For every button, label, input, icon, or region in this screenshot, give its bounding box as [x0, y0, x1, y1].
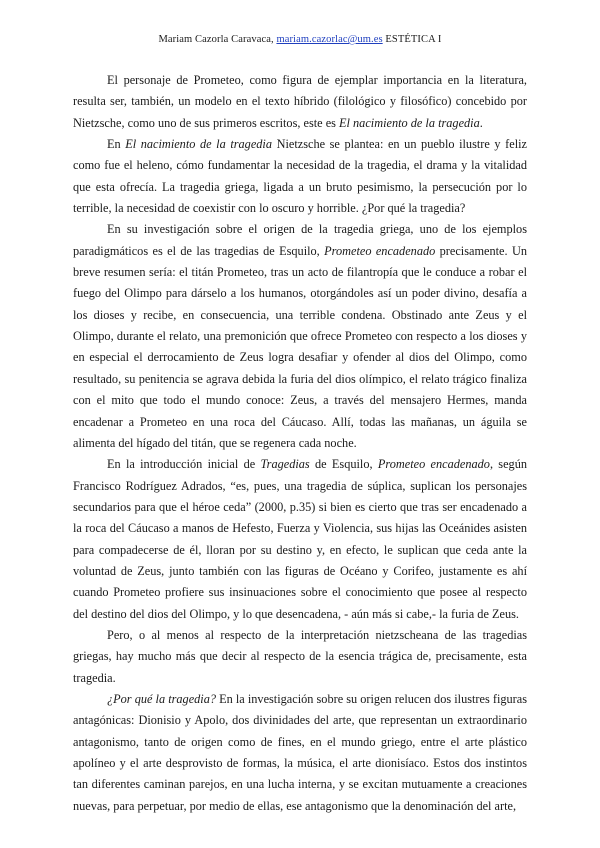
page-header — [0, 34, 600, 45]
italic-text: El nacimiento de la tragedia — [339, 115, 480, 130]
text-run: El personaje de Prometeo, como figura de ejemplar importancia en la literatura, resulta ser, también, un modelo en el texto híbrido (filológico y filosófico) concebido por Nietzsche, como uno de sus primeros escritos, este es — [73, 73, 527, 130]
text-run: Pero, o al menos al respecto de la interpretación nietzscheana de las tragedias griegas, hay mucho más que decir al respecto de la esencia trágica de, precisamente, esta tragedia. — [73, 627, 527, 685]
text-run: Nietzsche se plantea: en un pueblo ilustre y feliz como fue el heleno, cómo fundamentar la necesidad de la tragedia, el drama y la vitalidad que esta ofrecía. La tragedia griega, ligada a un bruto pesimismo, la persecución por lo terrible, la necesidad de coexistir con lo oscuro y horrible. ¿Por qué la tragedia? — [73, 137, 527, 216]
paragraph — [73, 454, 527, 625]
italic-text: Prometeo encadenado — [324, 243, 436, 258]
italic-text: El nacimiento de la tragedia — [125, 137, 272, 152]
header-author: Mariam Cazorla Caravaca, — [158, 34, 277, 45]
header-email-link[interactable]: mariam.cazorlac@um.es — [276, 34, 383, 45]
text-run: En la introducción inicial de — [107, 457, 261, 472]
paragraph — [73, 625, 527, 689]
italic-text: Tragedias — [260, 457, 310, 472]
paragraph — [73, 219, 527, 454]
paragraph — [73, 689, 527, 817]
paragraph — [73, 134, 527, 219]
italic-text: ¿Por qué la tragedia? — [107, 691, 217, 706]
text-run: En — [107, 137, 126, 152]
italic-text: Prometeo encadenado — [377, 457, 490, 472]
text-run: precisamente. Un breve resumen sería: el titán Prometeo, tras un acto de filantropía que le conduce a robar el fuego del Olimpo para dárselo a los humanos, otorgándoles así un poder divino, desafía a los dioses y recibe, en consecuencia, una terrible condena. Obstinado ante Zeus y el Olimpo, durante el relato, una premonición que ofrece Prometeo con respecto a los dioses y en especial el derrocamiento de Zeus logra desafiar y ofender al dios del Olimpo, como resultado, su penitencia se agrava debida la furia del dios olímpico, el relato trágico finaliza con el mito que todo el mundo conoce: Zeus, a través del mensajero Hermes, manda encadenar a Prometeo en una roca del Cáucaso. Allí, todas las mañanas, un águila se alimenta del hígado del titán, que se regenera cada noche. — [73, 243, 527, 450]
paragraph — [73, 70, 527, 134]
text-run: En la investigación sobre su origen relucen dos ilustres figuras antagónicas: Dionisio y Apolo, dos divinidades del arte, que representan un extraordinario antagonismo, tanto de origen como de fines, en el mundo griego, entre el arte plástico apolíneo y el arte desprovisto de formas, la música, el arte dionisíaco. Estos dos instintos tan diferentes caminan parejos, en una lucha interna, y se excitan mutuamente a creaciones nuevas, para perpetuar, por medio de ellas, ese antagonismo que la denominación del arte, — [73, 691, 527, 813]
header-course: ESTÉTICA I — [382, 34, 442, 45]
text-run: , según Francisco Rodríguez Adrados, “es, pues, una tragedia de súplica, suplican los personajes secundarios para que el héroe ceda” (2000, p.35) si bien es cierto que tras ser encadenado a la roca del Cáucaso a manos de Hefesto, Fuerza y Violencia, sus hijas las Oceánides asisten para compadecerse de él, lloran por su destino y, en efecto, le suplican que ceda ante la voluntad de Zeus, junto también con las figuras de Océano y Corifeo, justamente es ahí cuando Prometeo profiere sus insinuaciones sobre el conocimiento que posee al respecto del destino del dios del Olimpo, y lo que desencadena, - aún más si cabe,- la furia de Zeus. — [73, 457, 527, 621]
text-run: de Esquilo, — [309, 457, 378, 472]
text-run: En su investigación sobre el origen de la tragedia griega, uno de los ejemplos paradigmáticos es el de las tragedias de Esquilo, — [73, 222, 527, 258]
text-run: . — [479, 115, 483, 130]
document-body — [73, 70, 527, 817]
